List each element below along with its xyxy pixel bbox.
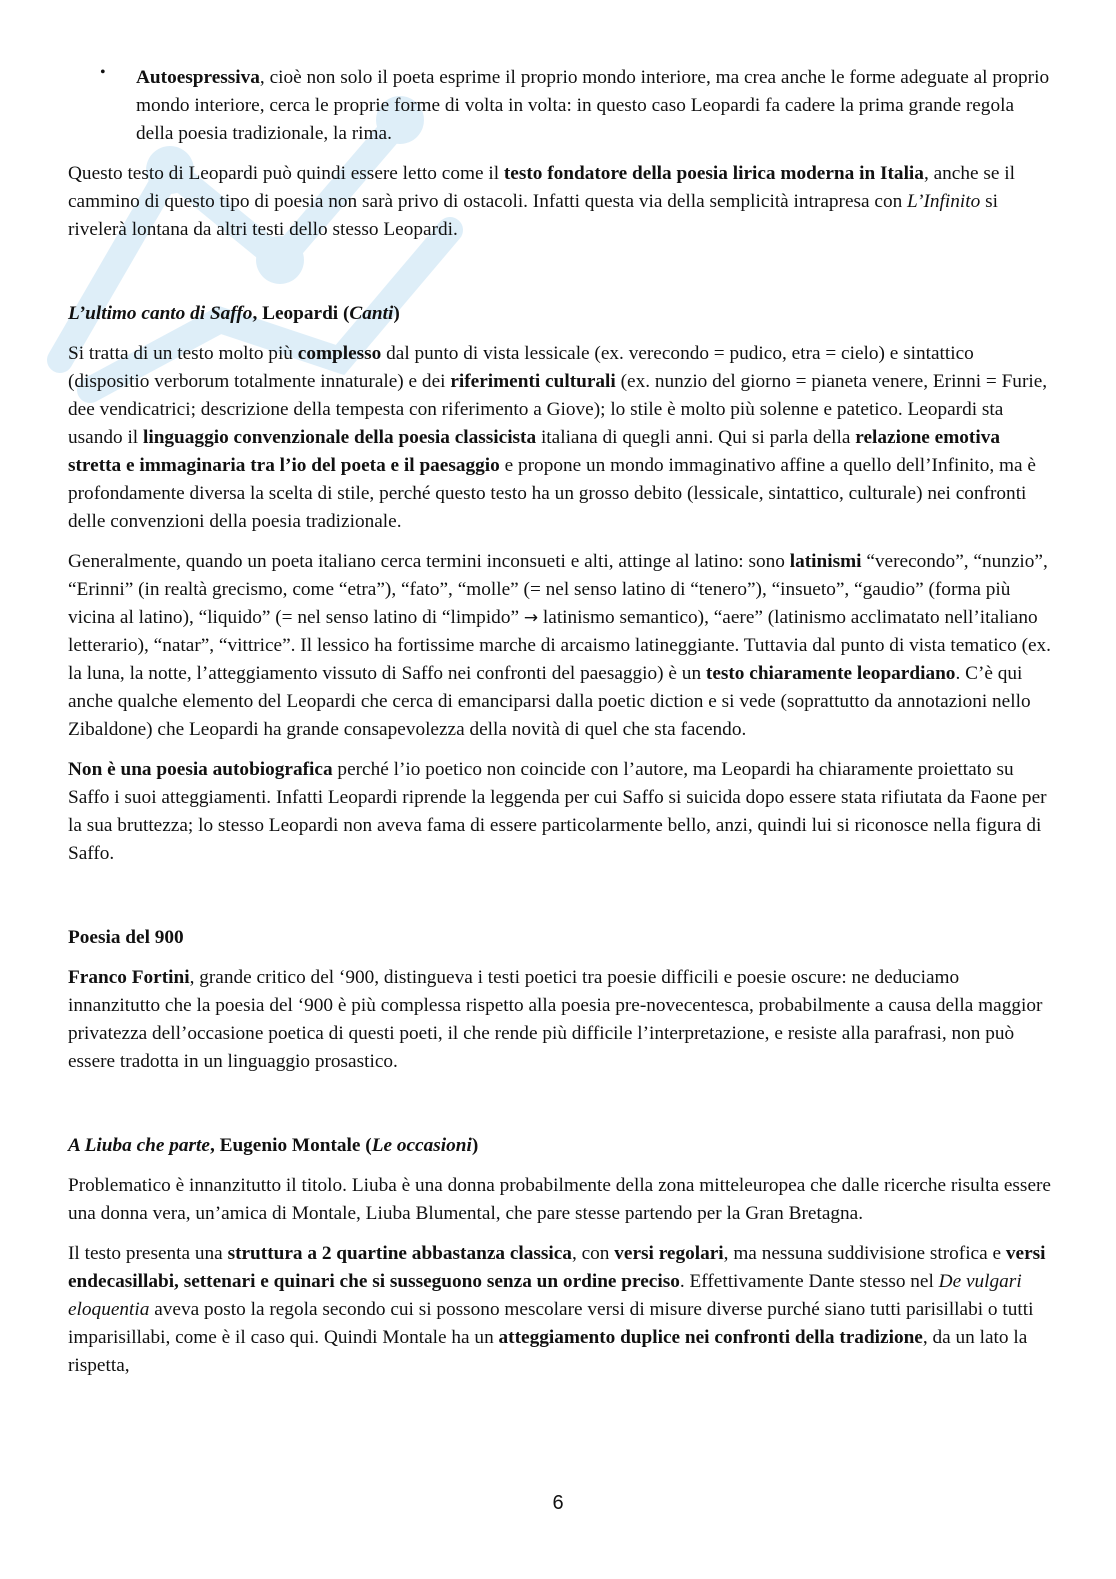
page-number: 6 <box>552 1492 564 1514</box>
paragraph-infinito: Questo testo di Leopardi può quindi essere letto come il testo fondatore della poesia lirica moderna in Italia, anche se il cammino di questo tipo di poesia non sarà privo di ostacoli. Infatti questa via della semplicità intrapresa con L’Infinito si rivelerà lontana da altri testi dello stesso Leopardi. <box>68 163 1015 240</box>
bullet-text: Autoespressiva, cioè non solo il poeta esprime il proprio mondo interiore, ma crea anche le forme adeguate al proprio mondo interiore, cerca le proprie forme di volta in volta: in questo caso Leopardi fa cadere la prima grande regola della poesia tradizionale, la rima. <box>136 67 1050 144</box>
paragraph-saffo-stile: Si tratta di un testo molto più complesso dal punto di vista lessicale (ex. verecondo = pudico, etra = cielo) e sintattico (dispositio verborum totalmente innaturale) e dei riferimenti culturali (ex. nunzio del giorno = pianeta venere, Erinni = Furie, dee vendicatrici; descrizione della tempesta con riferimento a Giove); lo stile è molto più solenne e patetico. Leopardi sta usando il linguaggio convenzionale della poesia classicista italiana di quegli anni. Qui si parla della relazione emotiva stretta e immaginaria tra l’io del poeta e il paesaggio e propone un mondo immaginativo affine a quello dell’Infinito, ma è profondamente diversa la scelta di stile, perché questo testo ha un grosso debito (lessicale, sintattico, culturale) nei confronti delle convenzioni della poesia tradizionale. <box>68 343 1048 532</box>
section-heading-saffo: L’ultimo canto di Saffo, Leopardi (Canti) <box>68 303 400 324</box>
bullet-marker: • <box>100 64 106 81</box>
bullet-item <box>68 64 1054 148</box>
arrow-icon: → <box>523 608 539 628</box>
paragraph-latinismi: Generalmente, quando un poeta italiano cerca termini inconsueti e alti, attinge al latino: sono latinismi “verecondo”, “nunzio”, “Erinni” (in realtà grecismo, come “etra”), “fato”, “molle” (= nel senso latino di “tenero”), “insueto”, “gaudio” (forma più vicina al latino), “liquido” (= nel senso latino di “limpido” → latinismo semantico), “aere” (latinismo acclimatato nell’italiano letterario), “natar”, “vittrice”. Il lessico ha fortissime marche di arcaismo latineggiante. Tuttavia dal punto di vista tematico (ex. la luna, la notte, l’atteggiamento vissuto di Saffo nei confronti del paesaggio) è un testo chiaramente leopardiano. C’è qui anche qualche elemento del Leopardi che cerca di emanciparsi dalla poetic diction e si vede (soprattutto da annotazioni nello Zibaldone) che Leopardi ha grande consapevolezza della novità di quel che sta facendo. <box>68 551 1052 740</box>
paragraph-autobiografica: Non è una poesia autobiografica perché l’io poetico non coincide con l’autore, ma Leopardi ha chiaramente proiettato su Saffo i suoi atteggiamenti. Infatti Leopardi riprende la leggenda per cui Saffo si suicida dopo essere stata rifiutata da Faone per la sua bruttezza; lo stesso Leopardi non aveva fama di essere particolarmente bello, anzi, quindi lui si riconosce nella figura di Saffo. <box>68 759 1047 864</box>
paragraph-titolo: Problematico è innanzitutto il titolo. Liuba è una donna probabilmente della zona mitteleuropea che dalle ricerche risulta essere una donna vera, un’amica di Montale, Liuba Blumental, che pare stesse partendo per la Gran Bretagna. <box>68 1175 1051 1224</box>
section-heading-poesia-900: Poesia del 900 <box>68 927 184 948</box>
paragraph-struttura: Il testo presenta una struttura a 2 quartine abbastanza classica, con versi regolari, ma nessuna suddivisione strofica e versi endecasillabi, settenari e quinari che si susseguono senza un ordine preciso. Effettivamente Dante stesso nel De vulgari eloquentia aveva posto la regola secondo cui si possono mescolare versi di misure diverse purché siano tutti parisillabi o tutti imparisillabi, come è il caso qui. Quindi Montale ha un atteggiamento duplice nei confronti della tradizione, da un lato la rispetta, <box>68 1243 1046 1376</box>
section-heading-liuba: A Liuba che parte, Eugenio Montale (Le occasioni) <box>68 1135 479 1156</box>
paragraph-fortini: Franco Fortini, grande critico del ‘900, distingueva i testi poetici tra poesie difficili e poesie oscure: ne deduciamo innanzitutto che la poesia del ‘900 è più complessa rispetto alla poesia pre-novecentesca, probabilmente a causa della maggior privatezza dell’occasione poetica di questi poeti, il che rende più difficile l’interpretazione, e resiste alla parafrasi, non può essere tradotta in un linguaggio prosastico. <box>68 967 1043 1072</box>
document-page <box>68 64 1054 1380</box>
